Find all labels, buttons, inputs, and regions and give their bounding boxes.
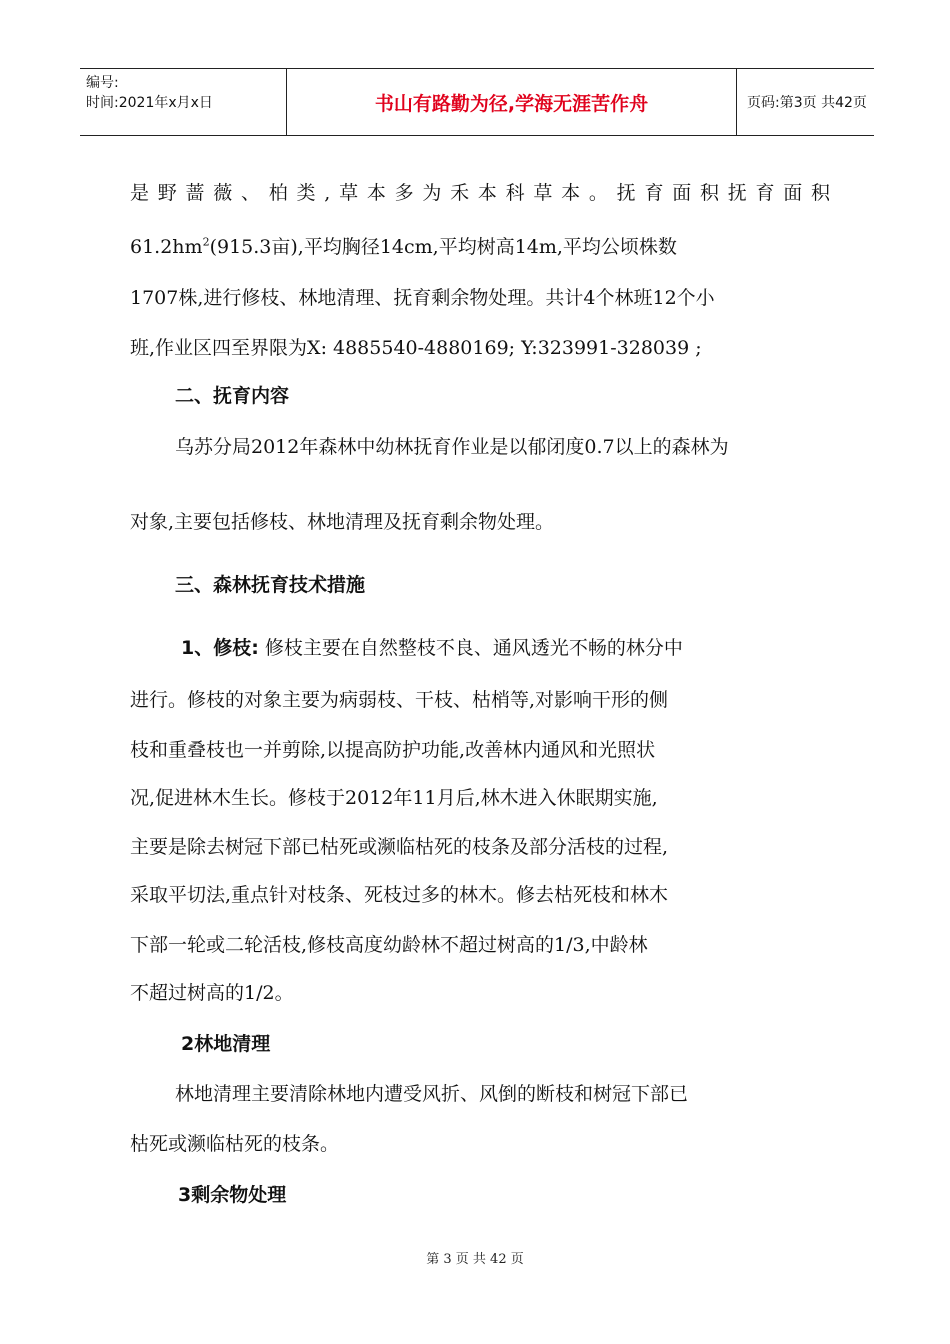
- paragraph-line: 班,作业区四至界限为X: 4885540-4880169; Y:323991-328039 ;: [130, 337, 702, 359]
- header-page-label: 页码:第3页 共42页: [747, 95, 867, 111]
- paragraph-line: 况,促进林木生长。修枝于2012年11月后,林木进入休眠期实施,: [130, 787, 658, 809]
- paragraph-line: 下部一轮或二轮活枝,修枝高度幼龄林不超过树高的1/3,中龄林: [130, 934, 648, 956]
- doc-number-label: 编号:: [86, 75, 119, 91]
- paragraph-line: 枯死或濒临枯死的枝条。: [130, 1133, 340, 1155]
- paragraph-line: 是野蔷薇、柏类,草本多为禾本科草本。抚育面积抚育面积: [130, 182, 830, 204]
- paragraph-line: 不超过树高的1/2。: [130, 982, 294, 1004]
- page-header: [80, 68, 874, 136]
- subsection-title: 1、修枝:: [181, 637, 259, 659]
- header-motto: 书山有路勤为径,学海无涯苦作舟: [374, 92, 649, 115]
- paragraph-line: 1707株,进行修枝、林地清理、抚育剩余物处理。共计4个林班12个小: [130, 287, 715, 309]
- page-footer: 第 3 页 共 42 页: [426, 1252, 524, 1267]
- paragraph-line: 进行。修枝的对象主要为病弱枝、干枝、枯梢等,对影响干形的侧: [130, 689, 669, 711]
- paragraph-line: 主要是除去树冠下部已枯死或濒临枯死的枝条及部分活枝的过程,: [130, 836, 669, 858]
- superscript: 2: [202, 235, 210, 249]
- paragraph-line: [130, 232, 677, 259]
- text-run: (915.3亩),平均胸径14cm,平均树高14m,平均公顷株数: [209, 236, 677, 258]
- paragraph-line: 乌苏分局2012年森林中幼林抚育作业是以郁闭度0.7以上的森林为: [175, 436, 729, 458]
- section-heading: 三、森林抚育技术措施: [175, 574, 366, 596]
- header-motto-cell: [286, 69, 737, 135]
- text-run: 61.2hm: [130, 236, 203, 258]
- paragraph-line: 对象,主要包括修枝、林地清理及抚育剩余物处理。: [130, 511, 555, 533]
- subsection-title: 3剩余物处理: [178, 1184, 287, 1206]
- subsection-title: 2林地清理: [181, 1033, 271, 1055]
- paragraph-line: [181, 633, 683, 660]
- text-run: 修枝主要在自然整枝不良、通风透光不畅的林分中: [264, 637, 683, 659]
- header-meta: [80, 69, 286, 135]
- paragraph-line: 林地清理主要清除林地内遭受风折、风倒的断枝和树冠下部已: [175, 1083, 689, 1105]
- doc-time-label: 时间:2021年x月x日: [86, 95, 213, 111]
- paragraph-line: 枝和重叠枝也一并剪除,以提高防护功能,改善林内通风和光照状: [130, 739, 656, 761]
- section-heading: 二、抚育内容: [175, 385, 290, 407]
- paragraph-line: 采取平切法,重点针对枝条、死枝过多的林木。修去枯死枝和林木: [130, 884, 669, 906]
